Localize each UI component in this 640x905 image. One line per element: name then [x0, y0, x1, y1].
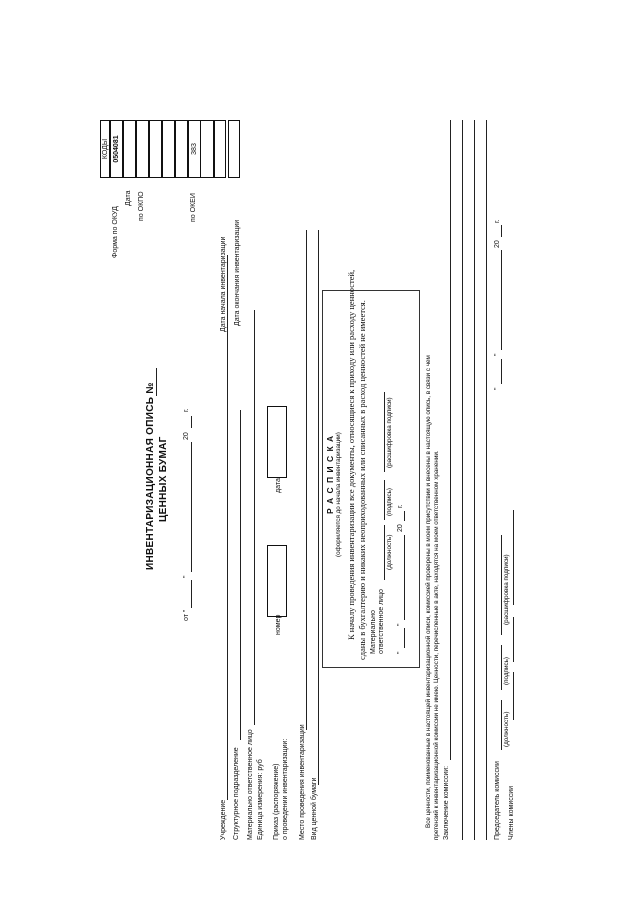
- start-date-box[interactable]: [214, 120, 226, 178]
- chair-signature-caption: (подпись): [503, 657, 510, 685]
- okud-code: 0504081: [110, 120, 123, 178]
- receipt-title: Р А С П И С К А: [325, 434, 335, 514]
- okei-label: по ОКЕИ: [190, 193, 197, 222]
- order-label-1: Приказ (распоряжение): [273, 763, 280, 840]
- division-line[interactable]: [240, 410, 241, 740]
- conclusion-line-4[interactable]: [486, 120, 487, 840]
- responsible-label: Материально ответственное лицо: [247, 729, 254, 840]
- receipt-position-line[interactable]: [384, 525, 385, 580]
- code-cell-6[interactable]: [175, 120, 188, 178]
- code-cell-5[interactable]: [162, 120, 175, 178]
- conclusion-year-line[interactable]: [501, 225, 502, 237]
- end-date-label: Дата окончания инвентаризации: [234, 219, 241, 326]
- okei-code: 383: [188, 120, 201, 178]
- okpo-code-cell[interactable]: [136, 120, 149, 178]
- receipt-person-2: ответственное лицо: [378, 589, 385, 654]
- unit-label: Единица измерения: руб: [257, 759, 264, 840]
- division-label: Структурное подразделение: [233, 747, 240, 840]
- conclusion-day-line[interactable]: [501, 359, 502, 384]
- date-quote: ": [183, 575, 190, 578]
- receipt-text-1: К началу проведения инвентаризации все документы, относящиеся к приходу или расходу ценностей,: [346, 269, 356, 640]
- security-type-label: Вид ценной бумаги: [311, 777, 318, 840]
- form-title: ИНВЕНТАРИЗАЦИОННАЯ ОПИСЬ №: [145, 382, 156, 570]
- chair-position-caption: (должность): [503, 711, 510, 747]
- okpo-label: по ОКПО: [138, 191, 145, 221]
- date-year-line[interactable]: [191, 416, 192, 428]
- date-code-label: Дата: [125, 190, 132, 206]
- members-label: Члены комиссии: [508, 785, 515, 840]
- form-number-line[interactable]: [156, 368, 157, 396]
- conclusion-label: Заключение комиссии:: [443, 765, 450, 840]
- member-decoding-line[interactable]: [513, 510, 514, 605]
- conclusion-line-3[interactable]: [474, 120, 475, 840]
- receipt-year-suffix: г.: [397, 504, 404, 508]
- date-code-cell[interactable]: [123, 120, 136, 178]
- member-signature-line[interactable]: [513, 617, 514, 662]
- chair-decoding-caption: (расшифровка подписи): [503, 554, 510, 625]
- receipt-decoding-line[interactable]: [384, 392, 385, 472]
- conclusion-line-2[interactable]: [462, 120, 463, 840]
- conclusion-date-quote-2: ": [494, 353, 501, 356]
- receipt-decoding-caption: (расшифровка подписи): [386, 397, 393, 468]
- start-date-label: Дата начала инвентаризации: [220, 236, 227, 332]
- security-type-line[interactable]: [318, 230, 319, 785]
- receipt-date-quote-1: ": [397, 651, 404, 654]
- receipt-signature-line[interactable]: [384, 480, 385, 520]
- receipt-note: (оформляется до начала инвентаризации): [335, 432, 342, 557]
- receipt-day-line[interactable]: [404, 628, 405, 648]
- institution-label: Учреждение: [220, 799, 227, 840]
- conclusion-month-line[interactable]: [501, 250, 502, 350]
- inventory-form: [100, 30, 520, 840]
- order-date-label: дата: [275, 478, 282, 493]
- place-line[interactable]: [306, 230, 307, 730]
- receipt-position-caption: (должность): [386, 534, 393, 570]
- institution-line[interactable]: [227, 255, 228, 800]
- conclusion-year-prefix: 20: [494, 240, 501, 248]
- date-day-line[interactable]: [191, 580, 192, 608]
- order-label-2: о проведении инвентаризации:: [282, 738, 289, 840]
- chair-signature-line[interactable]: [501, 645, 502, 690]
- place-label: Место проведения инвентаризации: [299, 724, 306, 840]
- receipt-date-quote-2: ": [397, 623, 404, 626]
- chair-decoding-line[interactable]: [501, 535, 502, 635]
- date-prefix: от ": [183, 609, 190, 621]
- statement-line-1: Все ценности, поименованные в настоящей инвентаризационной описи, комиссией проверены в моем присутствии и внесены в настоящую опись, в связи с чем: [425, 355, 432, 828]
- receipt-year-prefix: 20: [397, 524, 404, 532]
- okud-label: Форма по ОКУД: [112, 206, 119, 258]
- conclusion-date-quote-1: ": [494, 387, 501, 390]
- statement-line-2: претензий к инвентаризационной комиссии не имею. Ценности, перечисленные в акте, находятся на моем ответственном хранении.: [433, 450, 440, 840]
- receipt-year-line[interactable]: [404, 511, 405, 521]
- order-number-box[interactable]: [267, 545, 287, 617]
- receipt-month-line[interactable]: [404, 535, 405, 620]
- receipt-text-2: сданы в бухгалтерию и никаких неоприходованных или списанных в расход ценностей не имеется.: [357, 300, 367, 660]
- order-date-box[interactable]: [267, 406, 287, 478]
- receipt-person-1: Материально: [370, 610, 377, 654]
- receipt-signature-caption: (подпись): [386, 488, 393, 516]
- member-position-line[interactable]: [513, 672, 514, 720]
- date-year-suffix: г.: [183, 408, 190, 412]
- chair-label: Председатель комиссии: [494, 761, 501, 840]
- codes-header: КОДЫ: [100, 120, 110, 178]
- conclusion-year-suffix: г.: [494, 219, 501, 223]
- conclusion-line-1[interactable]: [450, 120, 451, 760]
- responsible-line[interactable]: [254, 310, 255, 725]
- date-year-prefix: 20: [183, 432, 190, 440]
- chair-position-line[interactable]: [501, 700, 502, 750]
- code-cell-4[interactable]: [149, 120, 162, 178]
- end-date-box[interactable]: [228, 120, 240, 178]
- date-month-line[interactable]: [191, 442, 192, 572]
- form-subtitle: ЦЕННЫХ БУМАГ: [158, 436, 169, 522]
- order-number-label: номер: [275, 614, 282, 635]
